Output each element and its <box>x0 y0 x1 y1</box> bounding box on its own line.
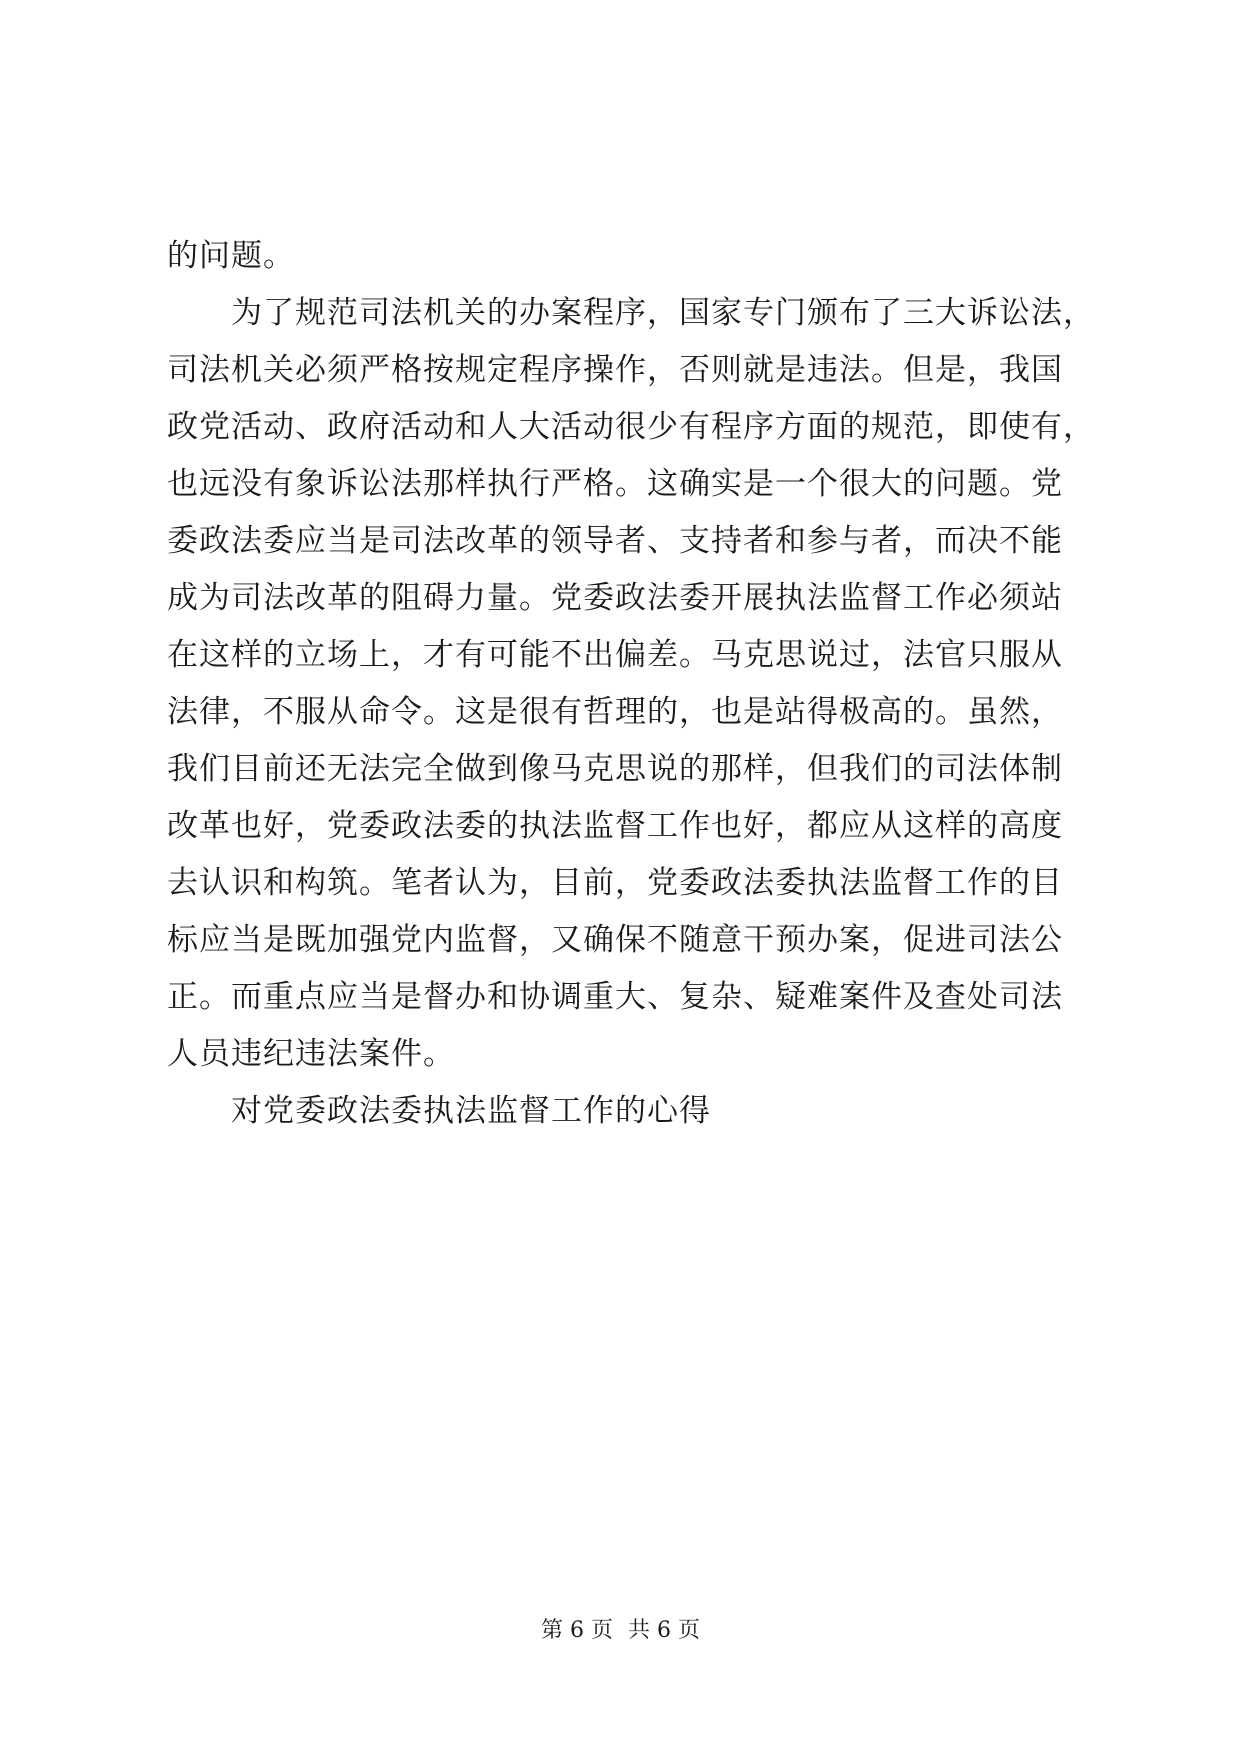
text-line: 成为司法改革的阻碍力量。党委政法委开展执法监督工作必须站 <box>167 580 1063 616</box>
text-line: 正。而重点应当是督办和协调重大、复杂、疑难案件及查处司法 <box>167 979 1063 1015</box>
text-line: 我们目前还无法完全做到像马克思说的那样，但我们的司法体制 <box>167 751 1063 787</box>
text-line: 司法机关必须严格按规定程序操作，否则就是违法。但是，我国 <box>167 352 1063 388</box>
text-line: 改革也好，党委政法委的执法监督工作也好，都应从这样的高度 <box>167 808 1063 844</box>
page-number: 第 6 页 <box>541 1618 613 1643</box>
text-line: 标应当是既加强党内监督，又确保不随意干预办案，促进司法公 <box>167 922 1063 958</box>
text-line: 也远没有象诉讼法那样执行严格。这确实是一个很大的问题。党 <box>167 466 1063 502</box>
text-line: 法律，不服从命令。这是很有哲理的，也是站得极高的。虽然， <box>167 694 1063 730</box>
text-line: 在这样的立场上，才有可能不出偏差。马克思说过，法官只服从 <box>167 637 1063 673</box>
text-line: 的问题。 <box>167 238 295 274</box>
page-total: 共 6 页 <box>628 1618 700 1643</box>
section-heading: 对党委政法委执法监督工作的心得 <box>231 1093 711 1129</box>
document-body <box>167 228 1127 1140</box>
text-line: 人员违纪违法案件。 <box>167 1036 455 1072</box>
text-line: 委政法委应当是司法改革的领导者、支持者和参与者，而决不能 <box>167 523 1063 559</box>
page-footer <box>0 1616 1241 1646</box>
paragraph-first-line: 为了规范司法机关的办案程序，国家专门颁布了三大诉讼法， <box>231 295 1095 331</box>
text-line: 去认识和构筑。笔者认为，目前，党委政法委执法监督工作的目 <box>167 865 1063 901</box>
text-line: 政党活动、政府活动和人大活动很少有程序方面的规范，即使有， <box>167 409 1095 445</box>
